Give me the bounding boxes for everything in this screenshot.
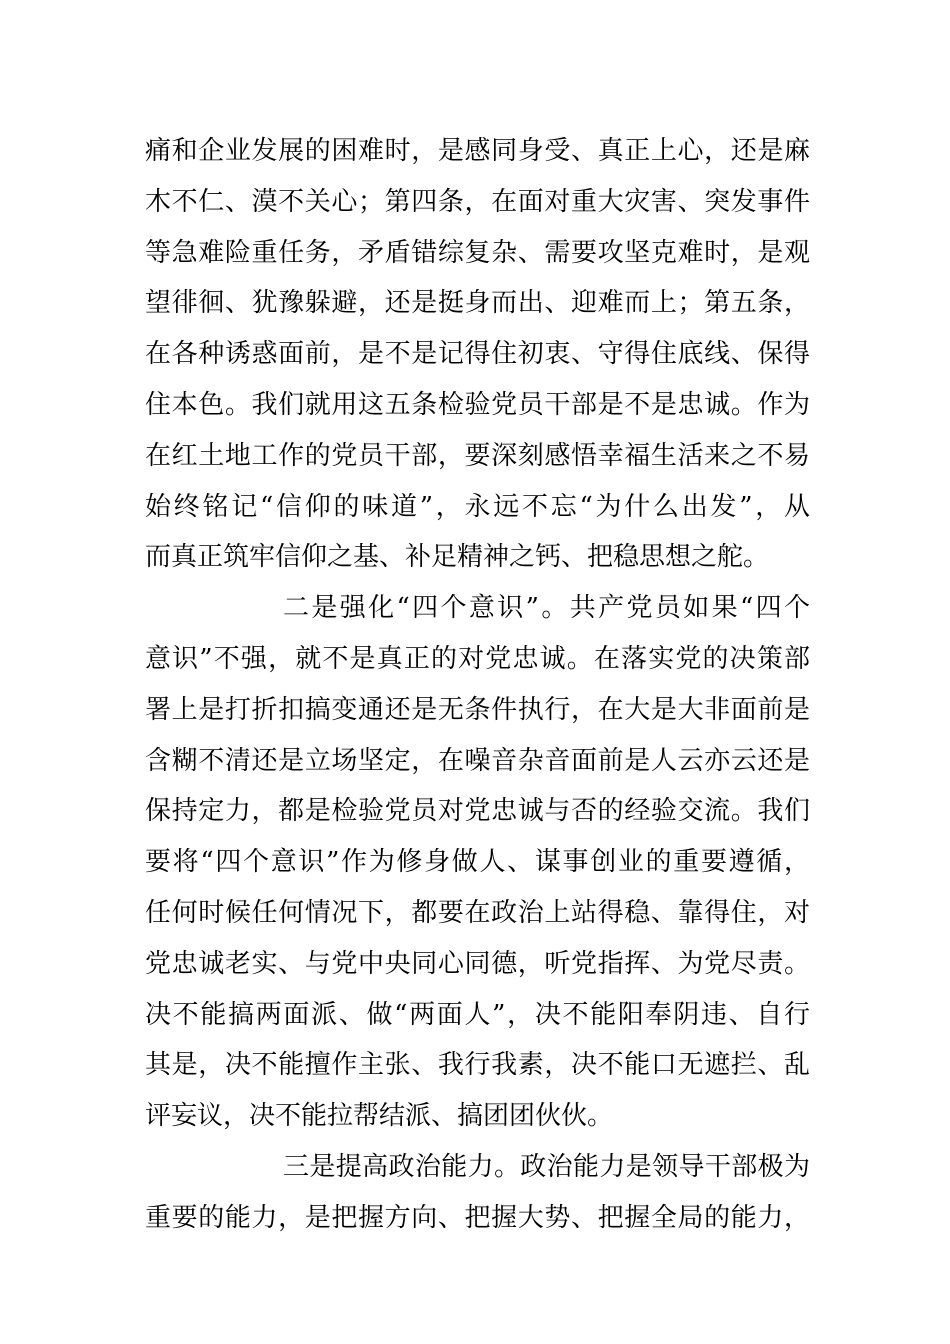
text-line: 党忠诚老实、与党中央同心同德，听党指挥、为党尽责。 [145,948,810,979]
text-line: 在各种诱惑面前，是不是记得住初衷、守得住底线、保得 [145,339,810,370]
text-line: 含糊不清还是立场坚定，在噪音杂音面前是人云亦云还是 [145,745,810,776]
text-line: 等急难险重任务，矛盾错综复杂、需要攻坚克难时，是观 [145,237,810,268]
text-line: 始终铭记“信仰的味道”，永远不忘“为什么出发”，从 [145,491,810,522]
paragraph-start-line: 三是提高政治能力。政治能力是领导干部极为 [283,1151,810,1182]
body-text [145,126,810,1244]
text-line: 痛和企业发展的困难时，是感同身受、真正上心，还是麻 [145,136,810,166]
text-line: 意识”不强，就不是真正的对党忠诚。在落实党的决策部 [145,643,810,674]
text-line: 评妄议，决不能拉帮结派、搞团团伙伙。 [145,1101,614,1132]
paragraph-start-line: 二是强化“四个意识”。共产党员如果“四个 [283,593,810,624]
text-line: 住本色。我们就用这五条检验党员干部是不是忠诚。作为 [145,389,810,420]
text-line: 望徘徊、犹豫躲避，还是挺身而出、迎难而上；第五条， [145,288,810,319]
text-line: 而真正筑牢信仰之基、补足精神之钙、把稳思想之舵。 [145,542,770,573]
text-line: 重要的能力，是把握方向、把握大势、把握全局的能力， [145,1202,810,1233]
text-line: 任何时候任何情况下，都要在政治上站得稳、靠得住，对 [145,897,810,928]
text-line: 决不能搞两面派、做“两面人”，决不能阳奉阴违、自行 [145,999,810,1030]
text-line: 在红土地工作的党员干部，要深刻感悟幸福生活来之不易 [145,440,810,471]
text-line: 要将“四个意识”作为修身做人、谋事创业的重要遵循， [145,847,810,878]
text-line: 木不仁、漠不关心；第四条，在面对重大灾害、突发事件 [145,186,810,217]
text-line: 保持定力，都是检验党员对党忠诚与否的经验交流。我们 [145,796,810,827]
text-line: 其是，决不能擅作主张、我行我素，决不能口无遮拦、乱 [145,1050,810,1081]
text-line: 署上是打折扣搞变通还是无条件执行，在大是大非面前是 [145,694,810,725]
